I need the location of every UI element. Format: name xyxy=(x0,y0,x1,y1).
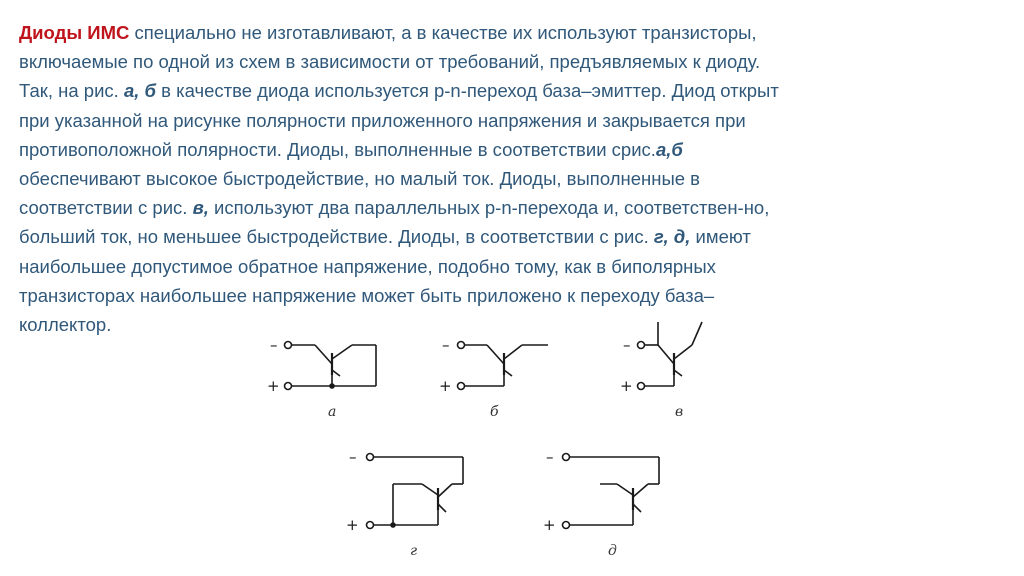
caption-g: г xyxy=(410,543,418,559)
text-segment: транзисторах наибольшее напряжение может быть приложено к переходу база– xyxy=(19,284,715,306)
minus-terminal-label: – xyxy=(546,448,554,466)
circuit-v xyxy=(620,322,702,420)
text-segment: Так, на рис. xyxy=(19,80,124,102)
text-segment: включаемые по одной из схем в зависимости от требований, предъявляемых к диоду. xyxy=(19,51,761,73)
terminal-node xyxy=(458,342,465,349)
figure-reference: а, б xyxy=(123,80,156,102)
text-segment: обеспечивают высокое быстродействие, но малый ток. Диоды, выполненные в xyxy=(19,168,700,190)
plus-terminal-label: + xyxy=(439,377,452,395)
caption-d: д xyxy=(608,543,617,559)
terminal-node xyxy=(285,342,292,349)
terminal-node xyxy=(638,383,645,390)
terminal-node xyxy=(563,454,570,461)
terminal-node xyxy=(638,342,645,349)
figure-reference: а,б xyxy=(655,138,683,160)
text-segment: используют два параллельных p-n-перехода и, соответствен-но, xyxy=(208,197,770,219)
circuit-g xyxy=(346,448,463,559)
terminal-node xyxy=(458,383,465,390)
caption-b: б xyxy=(490,404,499,420)
text-segment: наибольшее допустимое обратное напряжение, подобно тому, как в биполярных xyxy=(19,255,716,277)
text-segment: в качестве диода используется p-n-переход база–эмиттер. Диод открыт xyxy=(155,80,779,102)
minus-terminal-label: – xyxy=(623,336,631,354)
caption-v: в xyxy=(675,404,684,420)
plus-terminal-label: + xyxy=(620,377,633,395)
plus-terminal-label: + xyxy=(267,377,280,395)
terminal-node xyxy=(367,522,374,529)
circuit-b xyxy=(439,336,548,420)
terminal-node xyxy=(367,454,374,461)
text-segment: противоположной полярности. Диоды, выполненные в соответствии срис. xyxy=(19,138,656,160)
figure-reference: г, д, xyxy=(653,226,691,248)
text-segment: соответствии с рис. xyxy=(19,197,193,219)
circuit-a xyxy=(267,336,376,420)
text-segment: больший ток, но меньшее быстродействие. Диоды, в соответствии с рис. xyxy=(19,226,654,248)
minus-terminal-label: – xyxy=(270,336,278,354)
terminal-node xyxy=(563,522,570,529)
circuit-d xyxy=(543,448,659,559)
caption-a: а xyxy=(328,404,337,420)
text-segment: коллектор. xyxy=(19,314,112,336)
plus-terminal-label: + xyxy=(543,516,556,534)
figure-reference: в, xyxy=(192,197,209,219)
text-segment: при указанной на рисунке полярности приложенного напряжения и закрывается при xyxy=(19,109,746,131)
minus-terminal-label: – xyxy=(442,336,450,354)
text-segment: имеют xyxy=(690,226,751,248)
slide-title: Диоды ИМС xyxy=(19,22,130,43)
text-segment: специально не изготавливают, а в качестве их используют транзисторы, xyxy=(129,22,757,43)
terminal-node xyxy=(285,383,292,390)
plus-terminal-label: + xyxy=(346,516,359,534)
minus-terminal-label: – xyxy=(349,448,357,466)
